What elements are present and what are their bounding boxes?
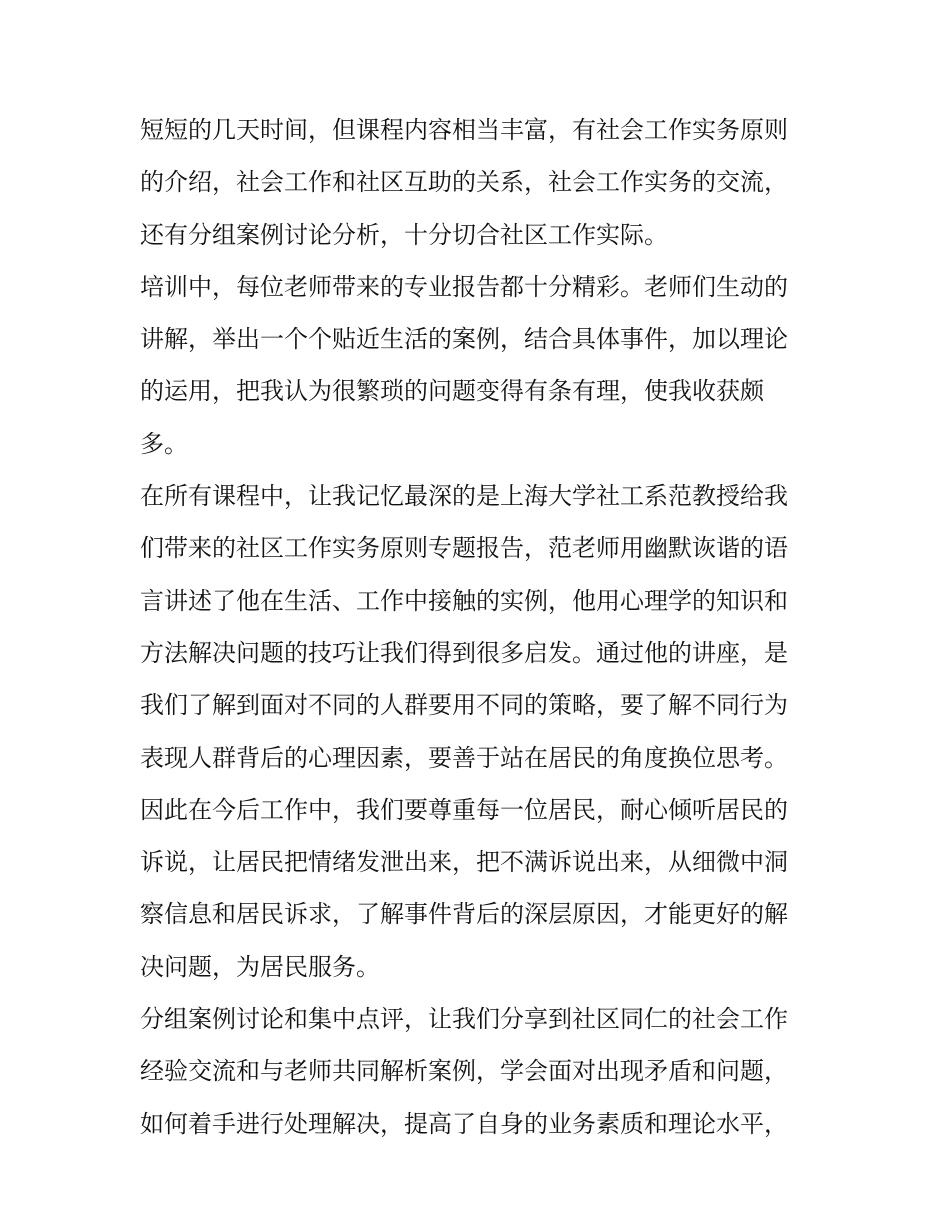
- text-line: 经验交流和与老师共同解析案例，学会面对出现矛盾和问题，: [140, 1057, 788, 1086]
- text-line: 察信息和居民诉求，了解事件背后的深层原因，才能更好的解: [140, 900, 788, 929]
- text-line: 短短的几天时间，但课程内容相当丰富，有社会工作实务原则: [140, 116, 788, 144]
- text-line: 我们了解到面对不同的人群要用不同的策略，要了解不同行为: [140, 691, 788, 720]
- text-line: 如何着手进行处理解决，提高了自身的业务素质和理论水平，: [140, 1109, 788, 1138]
- text-line: 多。: [140, 429, 188, 458]
- text-line: 因此在今后工作中，我们要尊重每一位居民，耐心倾听居民的: [140, 795, 788, 824]
- text-line: 的运用，把我认为很繁琐的问题变得有条有理，使我收获颇: [140, 377, 764, 406]
- text-line: 的介绍，社会工作和社区互助的关系，社会工作实务的交流，: [140, 168, 788, 197]
- text-line: 们带来的社区工作实务原则专题报告，范老师用幽默诙谐的语: [140, 534, 788, 563]
- text-line: 在所有课程中，让我记忆最深的是上海大学社工系范教授给我: [140, 482, 788, 511]
- text-line: 表现人群背后的心理因素，要善于站在居民的角度换位思考。: [140, 743, 788, 772]
- text-line: 培训中，每位老师带来的专业报告都十分精彩。老师们生动的: [140, 272, 788, 301]
- text-line: 诉说，让居民把情绪发泄出来，把不满诉说出来，从细微中洞: [140, 848, 788, 877]
- text-line: 分组案例讨论和集中点评，让我们分享到社区同仁的社会工作: [140, 1005, 788, 1034]
- text-line: 决问题，为居民服务。: [140, 952, 380, 981]
- document-body: [140, 104, 820, 1150]
- text-line: 讲解，举出一个个贴近生活的案例，结合具体事件，加以理论: [140, 325, 788, 354]
- text-line: 言讲述了他在生活、工作中接触的实例，他用心理学的知识和: [140, 586, 788, 615]
- text-line: 还有分组案例讨论分析，十分切合社区工作实际。: [140, 220, 668, 249]
- text-line: 方法解决问题的技巧让我们得到很多启发。通过他的讲座，是: [140, 638, 788, 667]
